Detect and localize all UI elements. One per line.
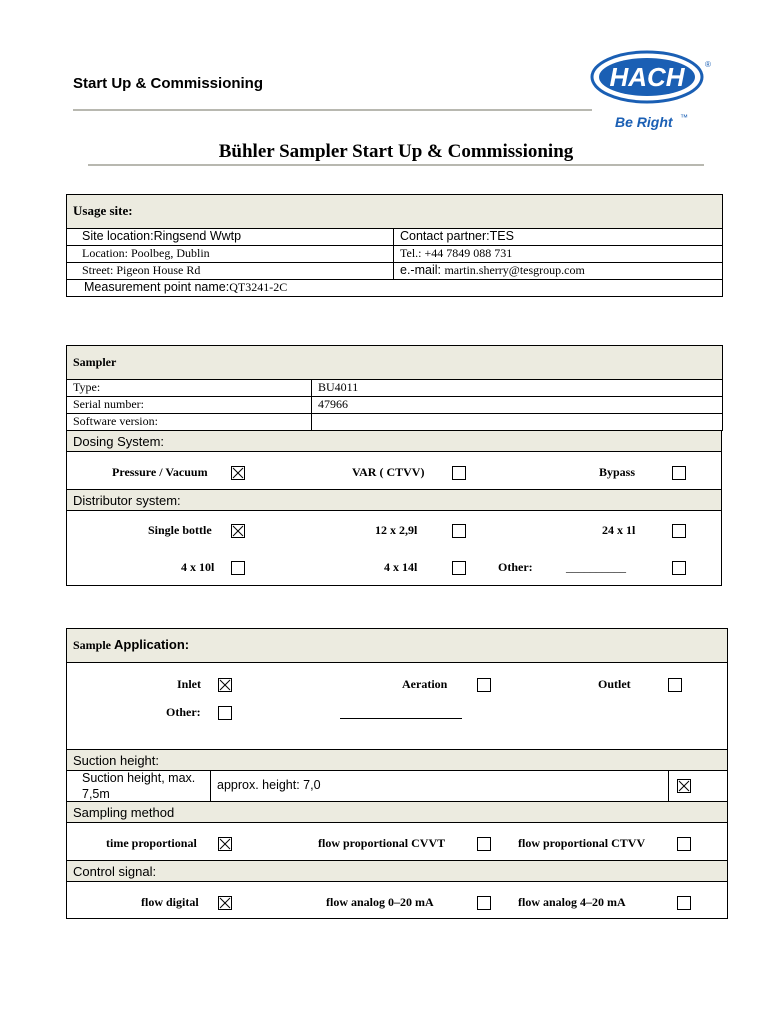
contact-partner: Contact partner:TES xyxy=(394,229,723,246)
control-checkbox-analog-0-20[interactable] xyxy=(477,896,491,910)
usage-site-table xyxy=(66,194,723,297)
distributor-checkbox-other[interactable] xyxy=(672,561,686,575)
street: Street: Pigeon House Rd xyxy=(67,263,394,280)
suction-checkbox[interactable] xyxy=(677,779,691,793)
application-heading-prefix: Sample xyxy=(73,638,115,652)
dosing-system-heading: Dosing System: xyxy=(66,430,722,452)
distributor-label-4x10: 4 x 10l xyxy=(181,560,215,574)
hach-logo xyxy=(590,50,718,132)
type-label: Type: xyxy=(67,380,312,397)
software-value[interactable] xyxy=(312,414,723,431)
title-rule xyxy=(88,164,704,166)
email-value: martin.sherry@tesgroup.com xyxy=(444,263,585,278)
method-label-time: time proportional xyxy=(106,836,197,850)
email-label: e.-mail: xyxy=(400,263,441,278)
control-signal-heading: Control signal: xyxy=(66,860,728,882)
logo-text: HACH xyxy=(609,62,685,92)
hach-logo-icon xyxy=(590,50,718,132)
usage-site-heading: Usage site: xyxy=(67,195,723,229)
suction-divider-2 xyxy=(668,770,669,802)
measurement-point xyxy=(67,280,723,297)
distributor-checkbox-4x10[interactable] xyxy=(231,561,245,575)
dosing-label-pressure: Pressure / Vacuum xyxy=(112,465,208,479)
measurement-point-value: QT3241-2C xyxy=(229,280,288,295)
suction-label: Suction height, max. 7,5m xyxy=(82,771,196,801)
distributor-checkbox-single[interactable] xyxy=(231,524,245,538)
method-checkbox-time[interactable] xyxy=(218,837,232,851)
type-value[interactable]: BU4011 xyxy=(312,380,723,397)
check-x-icon xyxy=(232,525,244,537)
distributor-label-other: Other: xyxy=(498,560,533,574)
application-checkbox-inlet[interactable] xyxy=(218,678,232,692)
document-title: Bühler Sampler Start Up & Commissioning xyxy=(218,141,574,162)
suction-divider-1 xyxy=(210,770,211,802)
check-x-icon xyxy=(232,467,244,479)
sampler-heading: Sampler xyxy=(67,346,723,380)
distributor-label-4x14: 4 x 14l xyxy=(384,560,418,574)
email-cell xyxy=(394,263,723,280)
location: Location: Poolbeg, Dublin xyxy=(67,246,394,263)
control-label-digital: flow digital xyxy=(141,895,199,909)
dosing-checkbox-pressure[interactable] xyxy=(231,466,245,480)
application-checkbox-outlet[interactable] xyxy=(668,678,682,692)
sampler-table xyxy=(66,345,723,431)
application-checkbox-aeration[interactable] xyxy=(477,678,491,692)
measurement-point-label: Measurement point name: xyxy=(84,280,230,295)
dosing-checkbox-bypass[interactable] xyxy=(672,466,686,480)
header-title: Start Up & Commissioning xyxy=(73,75,264,92)
logo-tagline: Be Right xyxy=(615,114,673,130)
application-label-outlet: Outlet xyxy=(598,677,631,691)
distributor-label-single: Single bottle xyxy=(148,523,212,537)
logo-registered: ® xyxy=(705,60,711,69)
method-label-cvvt: flow proportional CVVT xyxy=(318,836,446,850)
logo-trademark: ™ xyxy=(680,113,688,122)
check-x-icon xyxy=(219,897,231,909)
dosing-label-var: VAR ( CTVV) xyxy=(352,465,425,479)
sampling-method-heading: Sampling method xyxy=(66,801,728,823)
control-checkbox-analog-4-20[interactable] xyxy=(677,896,691,910)
application-heading-suffix: Application: xyxy=(114,637,190,652)
method-checkbox-cvvt[interactable] xyxy=(477,837,491,851)
distributor-other-blank[interactable]: __________ xyxy=(566,560,626,574)
check-x-icon xyxy=(219,838,231,850)
distributor-system-heading: Distributor system: xyxy=(66,489,722,511)
dosing-label-bypass: Bypass xyxy=(599,465,636,479)
site-location: Site location:Ringsend Wwtp xyxy=(67,229,394,246)
check-x-icon xyxy=(219,679,231,691)
control-label-analog-4-20: flow analog 4–20 mA xyxy=(518,895,626,909)
application-label-aeration: Aeration xyxy=(402,677,448,691)
control-checkbox-digital[interactable] xyxy=(218,896,232,910)
application-label-inlet: Inlet xyxy=(177,677,201,691)
dosing-checkbox-var[interactable] xyxy=(452,466,466,480)
method-checkbox-ctvv[interactable] xyxy=(677,837,691,851)
distributor-checkbox-24x1[interactable] xyxy=(672,524,686,538)
header-rule xyxy=(73,109,592,111)
check-x-icon xyxy=(678,780,690,792)
telephone: Tel.: +44 7849 088 731 xyxy=(394,246,723,263)
distributor-checkbox-12x29[interactable] xyxy=(452,524,466,538)
serial-label: Serial number: xyxy=(67,397,312,414)
suction-value[interactable]: approx. height: 7,0 xyxy=(217,778,321,792)
application-heading xyxy=(73,637,189,653)
suction-height-heading: Suction height: xyxy=(66,749,728,771)
application-label-other: Other: xyxy=(166,705,201,719)
application-other-line[interactable] xyxy=(340,718,462,719)
distributor-label-12x29: 12 x 2,9l xyxy=(375,523,418,537)
distributor-label-24x1: 24 x 1l xyxy=(602,523,636,537)
serial-value[interactable]: 47966 xyxy=(312,397,723,414)
control-label-analog-0-20: flow analog 0–20 mA xyxy=(326,895,434,909)
application-checkbox-other[interactable] xyxy=(218,706,232,720)
software-label: Software version: xyxy=(67,414,312,431)
distributor-checkbox-4x14[interactable] xyxy=(452,561,466,575)
method-label-ctvv: flow proportional CTVV xyxy=(518,836,646,850)
